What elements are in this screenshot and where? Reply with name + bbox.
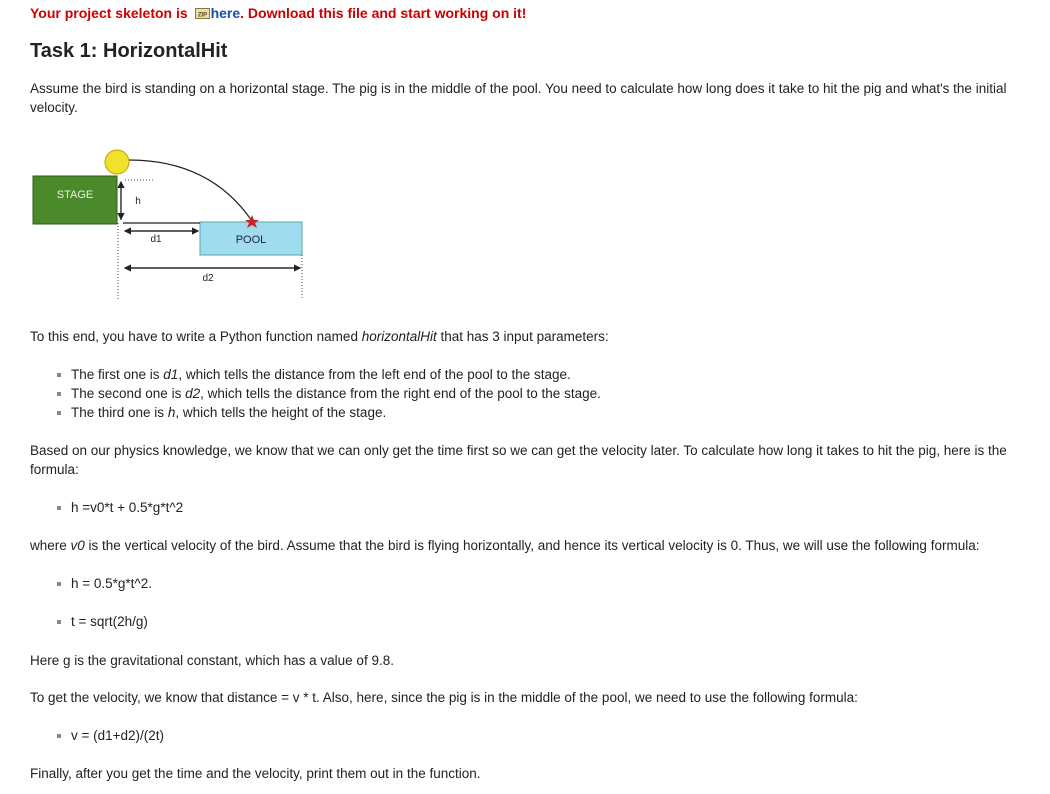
d1-label: d1 bbox=[150, 234, 162, 245]
list-item: The first one is d1, which tells the distance from the left end of the pool to the stage. bbox=[55, 365, 601, 384]
download-link[interactable]: here bbox=[210, 5, 241, 21]
bird-trajectory bbox=[129, 160, 252, 221]
list-item: The second one is d2, which tells the distance from the right end of the pool to the stage. bbox=[55, 384, 601, 403]
formula-item: v = (d1+d2)/(2t) bbox=[55, 726, 164, 745]
download-banner bbox=[30, 5, 526, 21]
formula-list-2 bbox=[55, 574, 152, 593]
physics-paragraph: Based on our physics knowledge, we know that we can only get the time first so we can get the velocity later. To calculate how long it takes to hit the pig, here is the formula: bbox=[30, 443, 1007, 477]
final-paragraph: Finally, after you get the time and the velocity, print them out in the function. bbox=[30, 766, 481, 781]
stage-label: STAGE bbox=[56, 189, 94, 201]
function-intro: To this end, you have to write a Python function named horizontalHit that has 3 input parameters: bbox=[30, 329, 609, 344]
page-title: Task 1: HorizontalHit bbox=[30, 40, 228, 62]
function-name: horizontalHit bbox=[361, 329, 437, 344]
zip-icon-label: ZIP bbox=[197, 12, 207, 19]
d2-label: d2 bbox=[202, 273, 214, 284]
intro-paragraph: Assume the bird is standing on a horizontal stage. The pig is in the middle of the pool. You need to calculate how long does it take to hit the pig and what's the initial velocity. bbox=[30, 81, 1007, 115]
formula-item: t = sqrt(2h/g) bbox=[55, 612, 148, 631]
banner-suffix: . Download this file and start working on it! bbox=[240, 5, 527, 21]
gravity-paragraph: Here g is the gravitational constant, which has a value of 9.8. bbox=[30, 653, 394, 668]
where-paragraph: where v0 is the vertical velocity of the bird. Assume that the bird is flying horizontally, and hence its vertical velocity is 0. Thus, we will use the following formula: bbox=[30, 538, 980, 553]
formula-list-4 bbox=[55, 726, 164, 745]
formula-item: h = 0.5*g*t^2. bbox=[55, 574, 152, 593]
bird-icon bbox=[105, 150, 129, 174]
parameter-list bbox=[55, 365, 601, 422]
stage-pool-diagram bbox=[30, 135, 330, 310]
height-label: h bbox=[135, 196, 141, 207]
pool-label: POOL bbox=[235, 234, 267, 246]
formula-list-1 bbox=[55, 498, 183, 517]
formula-item: h =v0*t + 0.5*g*t^2 bbox=[55, 498, 183, 517]
formula-list-3 bbox=[55, 612, 148, 631]
zip-file-icon bbox=[195, 8, 210, 19]
banner-prefix: Your project skeleton is bbox=[30, 5, 192, 21]
list-item: The third one is h, which tells the height of the stage. bbox=[55, 403, 601, 422]
velocity-paragraph: To get the velocity, we know that distance = v * t. Also, here, since the pig is in the middle of the pool, we need to use the following formula: bbox=[30, 690, 858, 705]
